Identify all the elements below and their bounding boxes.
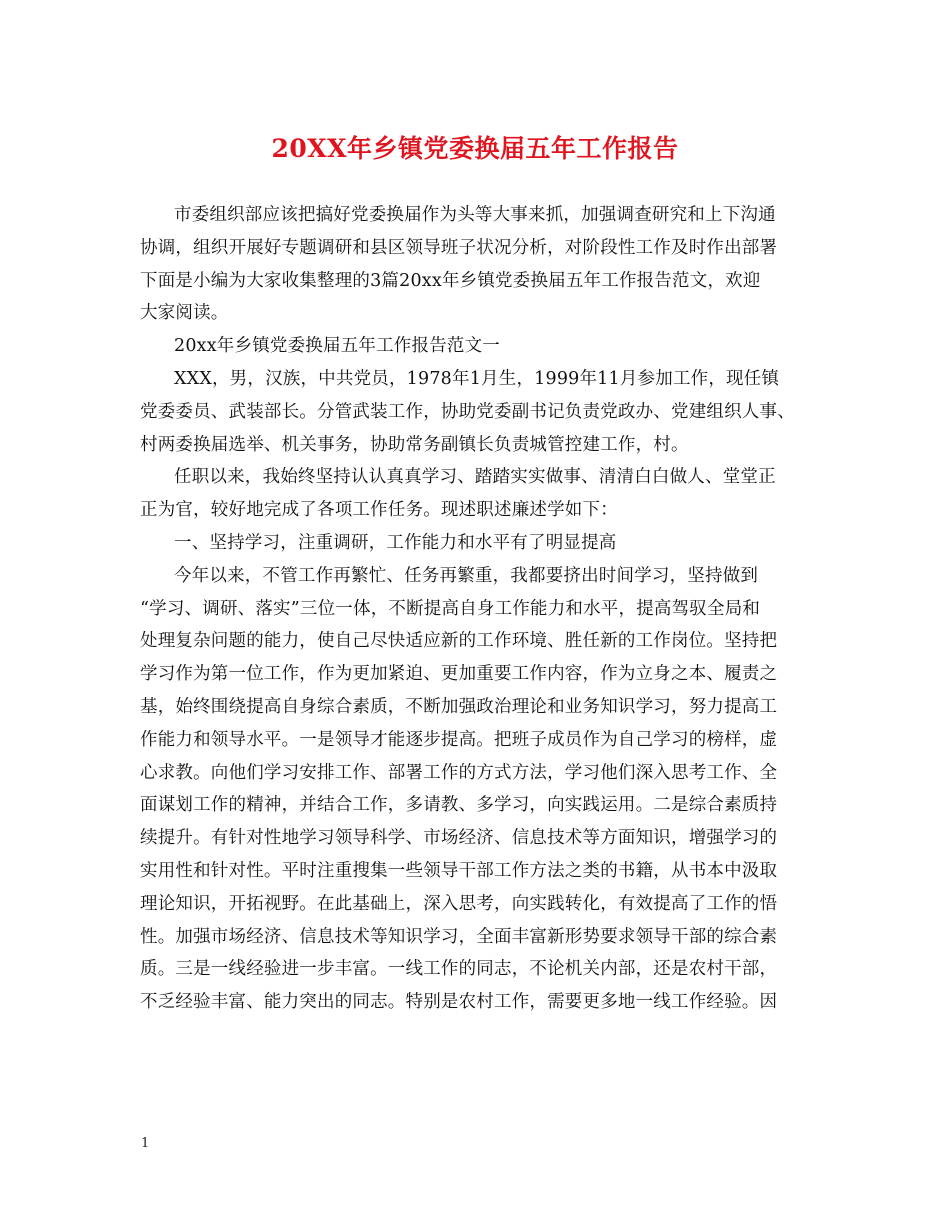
text-line: 学习作为第一位工作，作为更加紧迫、更加重要工作内容，作为立身之本、履责之 — [140, 664, 778, 685]
text-line: XXX，男，汉族，中共党员，1978年1月生，1999年11月参加工作，现任镇 — [174, 368, 780, 389]
text-line: 正为官，较好地完成了各项工作任务。现述职述廉述学如下： — [140, 500, 618, 521]
page-number: 1 — [141, 1136, 150, 1151]
text-line: 处理复杂问题的能力，使自己尽快适应新的工作环境、胜任新的工作岗位。坚持把 — [140, 631, 778, 652]
text-line: 20xx年乡镇党委换届五年工作报告范文一 — [174, 336, 501, 357]
text-line: 今年以来，不管工作再繁忙、任务再繁重，我都要挤出时间学习，坚持做到 — [174, 565, 759, 586]
text-line: 理论知识，开拓视野。在此基础上，深入思考，向实践转化，有效提高了工作的悟 — [140, 893, 778, 914]
document-title: 20XX年乡镇党委换届五年工作报告 — [271, 134, 679, 163]
text-line: “学习、调研、落实”三位一体，不断提高自身工作能力和水平，提高驾驭全局和 — [140, 598, 761, 619]
text-line: 市委组织部应该把搞好党委换届作为头等大事来抓，加强调查研究和上下沟通 — [174, 205, 776, 225]
text-line: 任职以来，我始终坚持认认真真学习、踏踏实实做事、清清白白做人、堂堂正 — [174, 467, 776, 488]
text-line: 党委委员、武装部长。分管武装工作，协助党委副书记负责党政办、党建组织人事、 — [140, 401, 795, 422]
text-line: 质。三是一线经验进一步丰富。一线工作的同志，不论机关内部，还是农村干部， — [140, 959, 778, 980]
text-line: 面谋划工作的精神，并结合工作，多请教、多学习，向实践运用。二是综合素质持 — [140, 795, 778, 816]
text-line: 一、坚持学习，注重调研，工作能力和水平有了明显提高 — [174, 532, 617, 553]
document-body — [140, 199, 812, 1019]
text-line: 续提升。有针对性地学习领导科学、市场经济、信息技术等方面知识，增强学习的 — [140, 828, 778, 849]
text-line: 性。加强市场经济、信息技术等知识学习，全面丰富新形势要求领导干部的综合素 — [140, 926, 778, 947]
text-line: 下面是小编为大家收集整理的3篇20xx年乡镇党委换届五年工作报告范文，欢迎 — [140, 270, 761, 291]
text-line: 不乏经验丰富、能力突出的同志。特别是农村工作，需要更多地一线工作经验。因 — [140, 992, 778, 1013]
text-line: 协调，组织开展好专题调研和县区领导班子状况分析，对阶段性工作及时作出部署 — [140, 237, 778, 258]
text-line: 基，始终围绕提高自身综合素质，不断加强政治理论和业务知识学习，努力提高工 — [140, 696, 778, 717]
text-line: 大家阅读。 — [140, 303, 229, 324]
text-line: 心求教。向他们学习安排工作、部署工作的方式方法，学习他们深入思考工作、全 — [140, 762, 778, 783]
text-line: 村两委换届选举、机关事务，协助常务副镇长负责城管控建工作，村。 — [140, 434, 689, 455]
text-line: 实用性和针对性。平时注重搜集一些领导干部工作方法之类的书籍，从书本中汲取 — [140, 860, 778, 881]
text-line: 作能力和领导水平。一是领导才能逐步提高。把班子成员作为自己学习的榜样，虚 — [140, 729, 778, 750]
